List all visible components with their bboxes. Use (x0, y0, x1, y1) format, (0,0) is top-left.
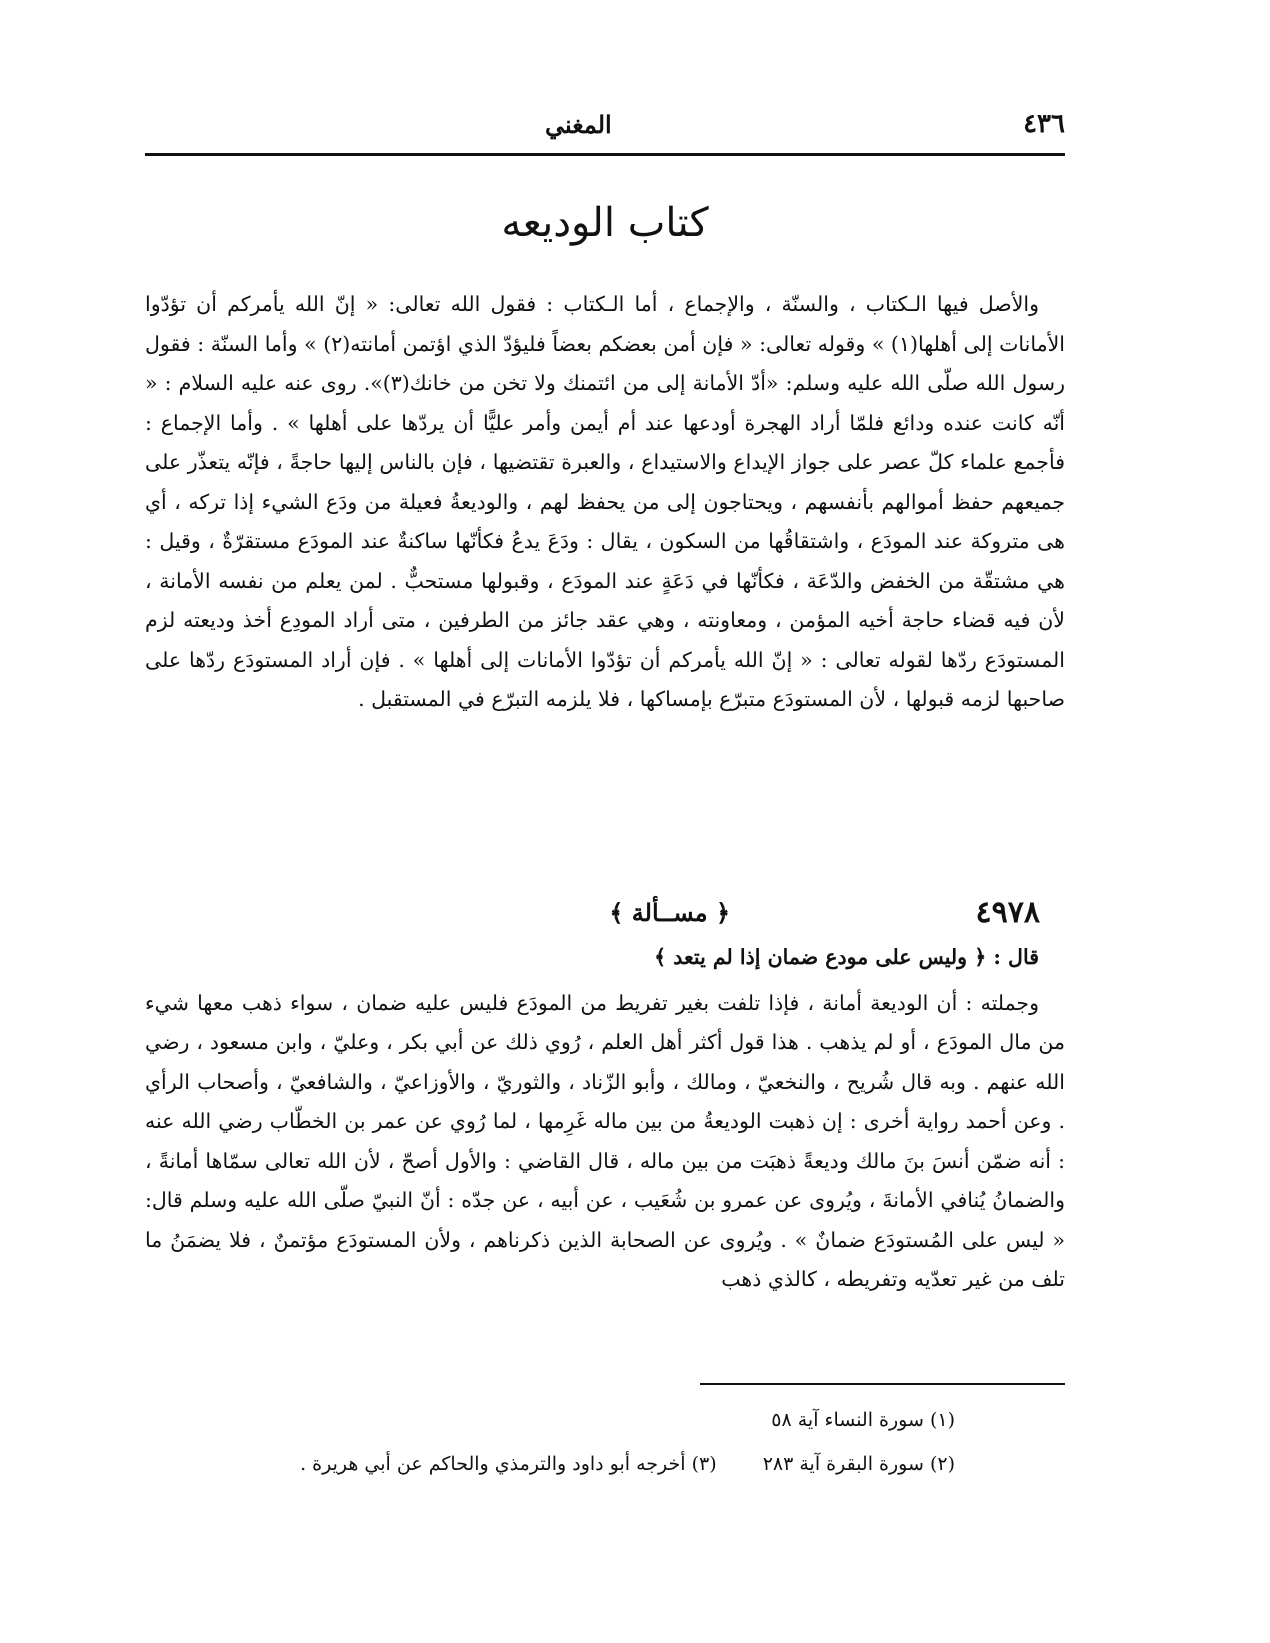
footnote-1: (١) سورة النساء آية ٥٨ (771, 1409, 955, 1431)
running-title: المغني (545, 109, 612, 139)
qala-line: قال : ﴿ وليس على مودع ضمان إذا لم يتعد ﴾ (654, 945, 1039, 969)
masala-heading (145, 890, 1065, 934)
footnote-rule (700, 1383, 1065, 1385)
footnotes (145, 1398, 965, 1486)
main-paragraph: وجملته : أن الوديعة أمانة ، فإذا تلفت بغير تفريط من المودَع فليس عليه ضمان ، سواء ذهب معها شيء من مال المودَع ، أو لم يذهب . هذا قول أكثر أهل العلم ، رُوي ذلك عن أبي بكر ، وعليّ ، وابن مسعود ، رضي الله عنهم . وبه قال شُريح ، والنخعيّ ، ومالك ، وأبو الزّناد ، والثوريّ ، والأوزاعيّ ، والشافعيّ ، وأصحاب الرأي . وعن أحمد رواية أخرى : إن ذهبت الوديعةُ من بين ماله غَرِمها ، لما رُوي عن عمر بن الخطّاب رضي الله عنه : أنه ضمّن أنسَ بنَ مالك وديعةً ذهبَت من بين ماله ، قال القاضي : والأول أصحّ ، لأن الله تعالى سمّاها أمانةً ، والضمانُ يُنافي الأمانةَ ، ويُروى عن عمرو بن شُعَيب ، عن أبيه ، عن جدّه : أنّ النبيّ صلّى الله عليه وسلم قال: « ليس على المُستودَع ضمانٌ » . ويُروى عن الصحابة الذين ذكرناهم ، ولأن المستودَع مؤتمنٌ ، فلا يضمَنُ ما تلف من غير تعدّيه وتفريطه ، كالذي ذهب (145, 990, 1065, 1291)
masala-section (145, 938, 1065, 1300)
header-rule (145, 153, 1065, 156)
page-header (145, 100, 1065, 148)
masala-number: ٤٩٧٨ (975, 894, 1040, 930)
footnote-3: (٣) أخرجه أبو داود والترمذي والحاكم عن أبي هريرة . (300, 1453, 717, 1475)
page-number: ٤٣٦ (1023, 109, 1065, 139)
footnote-row-1 (145, 1398, 965, 1442)
intro-section (145, 285, 1065, 720)
chapter-title: كتاب الوديعه (501, 200, 709, 246)
footnote-row-2 (145, 1442, 965, 1486)
footnote-2: (٢) سورة البقرة آية ٢٨٣ (762, 1453, 955, 1475)
intro-paragraph: والأصل فيها الـكتاب ، والسنّة ، والإجماع ، أما الـكتاب : فقول الله تعالى: « إنّ الله يأمركم أن تؤدّوا الأمانات إلى أهلها(١) » وقوله تعالى: « فإن أمن بعضكم بعضاً فليؤدّ الذي اؤتمن أمانته(٢) » وأما السنّة : فقول رسول الله صلّى الله عليه وسلم: «أدّ الأمانة إلى من ائتمنك ولا تخن من خانك(٣)». روى عنه عليه السلام : « أنّه كانت عنده ودائع فلمّا أراد الهجرة أودعها عند أم أيمن وأمر عليًّا أن يردّها على أهلها » . وأما الإجماع : فأجمع علماء كلّ عصر على جواز الإيداع والاستيداع ، والعبرة تقتضيها ، فإن بالناس إليها حاجةً ، فإنّه يتعذّر على جميعهم حفظ أموالهم بأنفسهم ، ويحتاجون إلى من يحفظ لهم ، والوديعةُ فعيلة من ودَع الشيء إذا تركه ، أي هى متروكة عند المودَع ، واشتقاقُها من السكون ، يقال : ودَعَ يدعُ فكأنّها ساكنةٌ عند المودَع مستقرّةٌ ، وقيل : هي مشتقّة من الخفض والدّعَة ، فكأنّها في دَعَةٍ عند المودَع ، وقبولها مستحبٌّ . لمن يعلم من نفسه الأمانة ، لأن فيه قضاء حاجة أخيه المؤمن ، ومعاونته ، وهي عقد جائز من الطرفين ، متى أراد المودِع أخذ وديعته لزم المستودَع ردّها لقوله تعالى : « إنّ الله يأمركم أن تؤدّوا الأمانات إلى أهلها » . فإن أراد المستودَع ردّها على صاحبها لزمه قبولها ، لأن المستودَع متبرّع بإمساكها ، فلا يلزمه التبرّع في المستقبل . (145, 292, 1065, 711)
masala-label: ﴿ مســألة ﴾ (609, 897, 730, 927)
